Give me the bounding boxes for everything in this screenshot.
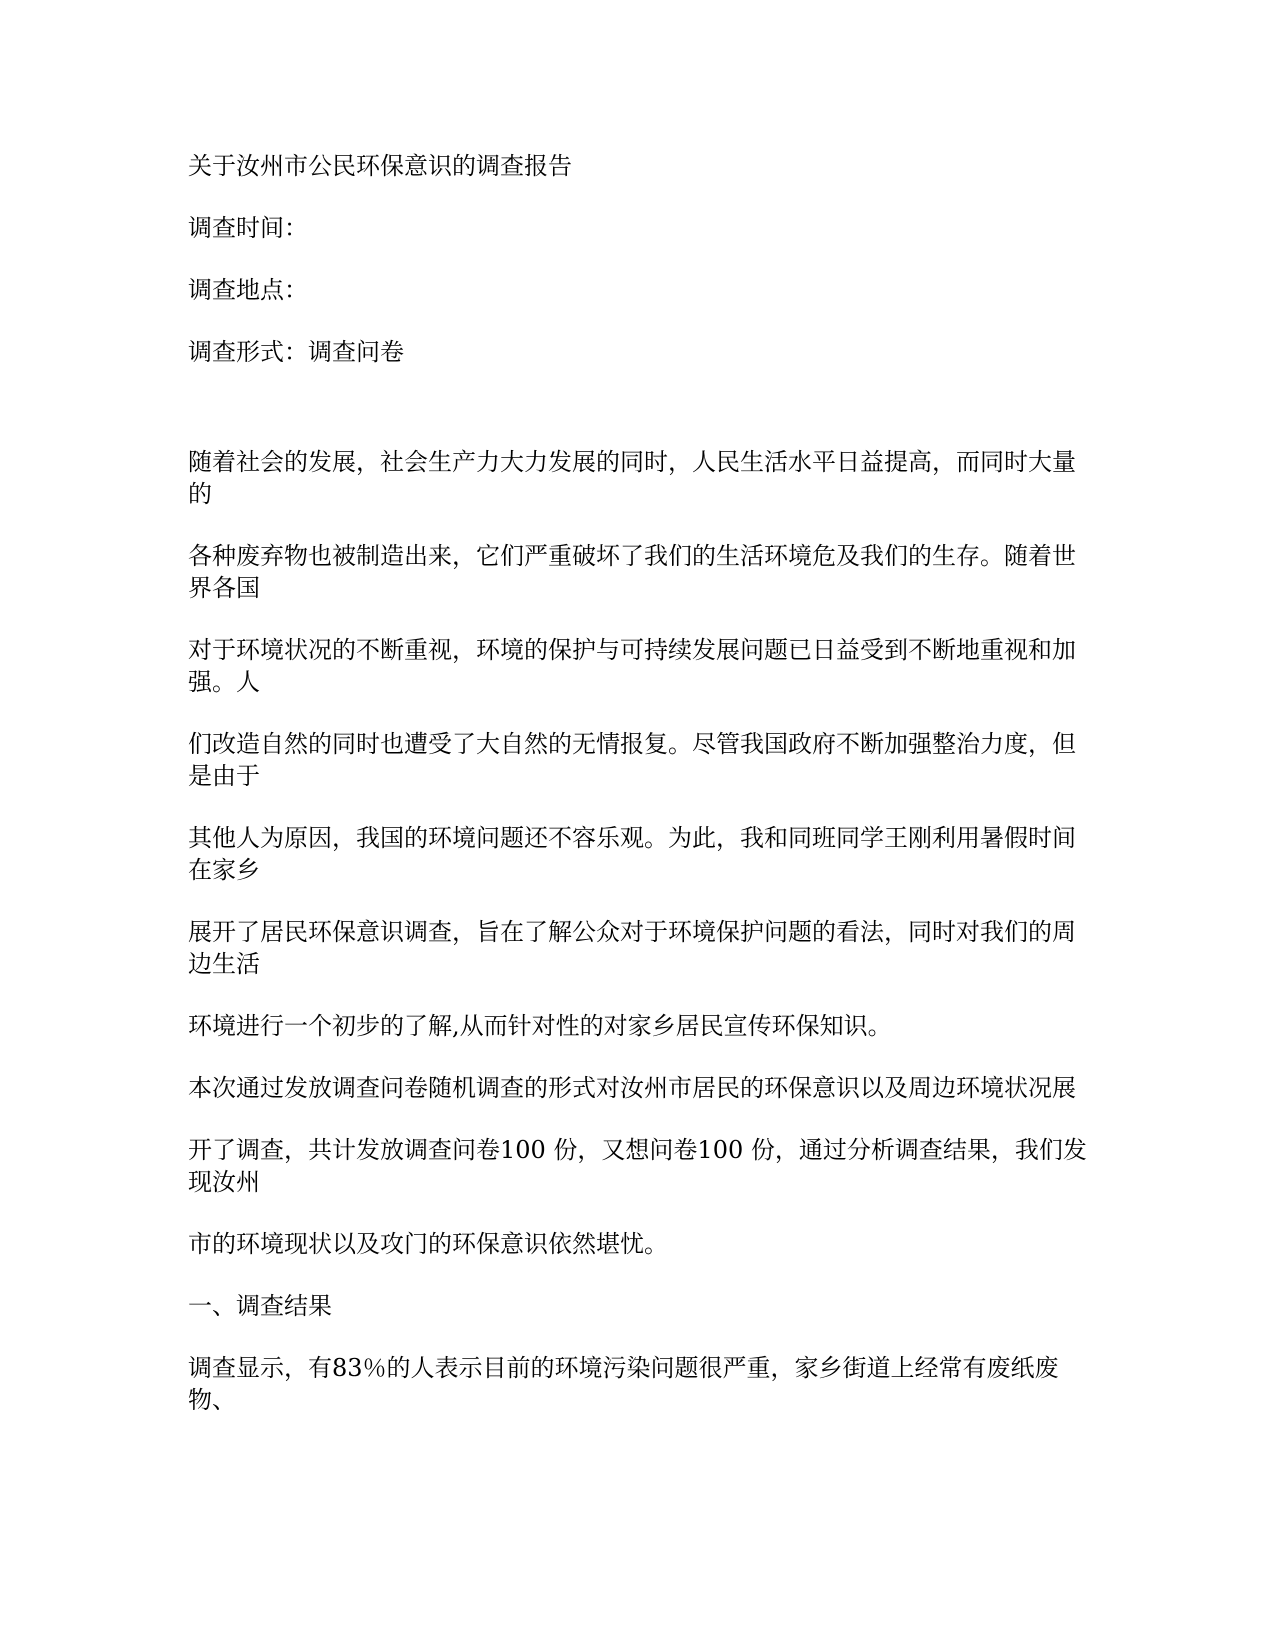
paragraph: 环境进行一个初步的了解,从而针对性的对家乡居民宣传环保知识。 xyxy=(188,1012,892,1040)
paragraph: 调查显示，有83％的人表示目前的环境污染问题很严重，家乡街道上经常有废纸废物、 xyxy=(188,1354,1059,1414)
paragraph: 本次通过发放调查问卷随机调查的形式对汝州市居民的环保意识以及周边环境状况展 xyxy=(188,1074,1076,1102)
paragraph: 们改造自然的同时也遭受了大自然的无情报复。尽管我国政府不断加强整治力度，但是由于 xyxy=(188,730,1076,790)
paragraph: 随着社会的发展，社会生产力大力发展的同时，人民生活水平日益提高，而同时大量的 xyxy=(188,448,1076,508)
paragraph: 开了调查，共计发放调查问卷100 份，又想问卷100 份，通过分析调查结果，我们发现汝州 xyxy=(188,1136,1087,1196)
survey-time: 调查时间： xyxy=(188,214,308,242)
survey-form: 调查形式：调查问卷 xyxy=(188,338,404,366)
document-title: 关于汝州市公民环保意识的调查报告 xyxy=(188,152,572,180)
paragraph: 各种废弃物也被制造出来，它们严重破坏了我们的生活环境危及我们的生存。随着世界各国 xyxy=(188,542,1076,602)
paragraph: 市的环境现状以及攻门的环保意识依然堪忧。 xyxy=(188,1230,668,1258)
blank-gap xyxy=(188,398,1088,446)
survey-place: 调查地点： xyxy=(188,276,308,304)
paragraph: 展开了居民环保意识调查，旨在了解公众对于环境保护问题的看法，同时对我们的周边生活 xyxy=(188,918,1076,978)
paragraph: 其他人为原因，我国的环境问题还不容乐观。为此，我和同班同学王刚利用暑假时间在家乡 xyxy=(188,824,1076,884)
section-heading: 一、调查结果 xyxy=(188,1292,332,1320)
paragraph: 对于环境状况的不断重视，环境的保护与可持续发展问题已日益受到不断地重视和加强。人 xyxy=(188,636,1076,696)
document-body xyxy=(188,150,1088,1446)
